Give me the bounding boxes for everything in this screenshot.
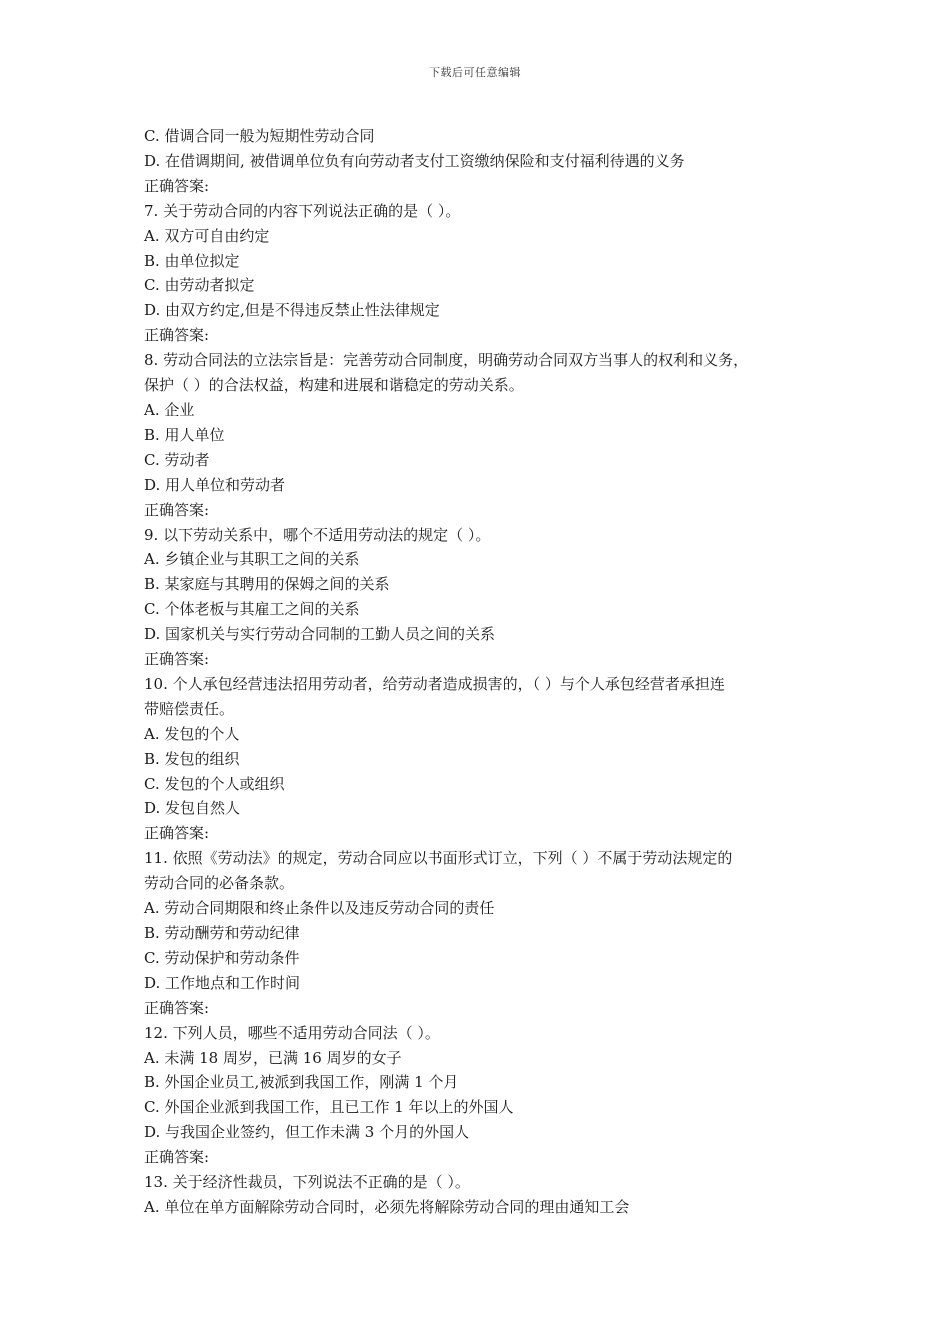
question-text: 10. 个人承包经营违法招用劳动者，给劳动者造成损害的，（ ）与个人承包经营者承担连 xyxy=(144,674,725,693)
option-line: A. 发包的个人 xyxy=(144,724,240,743)
option-line: D. 由双方约定,但是不得违反禁止性法律规定 xyxy=(144,301,440,320)
question-text: 12. 下列人员，哪些不适用劳动合同法（ ）。 xyxy=(144,1023,440,1042)
option-line: C. 由劳动者拟定 xyxy=(144,276,255,295)
option-line: D. 工作地点和工作时间 xyxy=(144,973,301,992)
option-line: A. 双方可自由约定 xyxy=(144,226,270,245)
page-header: 下载后可任意编辑 xyxy=(429,66,521,79)
option-line: C. 个体老板与其雇工之间的关系 xyxy=(144,600,360,619)
document-body xyxy=(144,124,824,1220)
answer-label: 正确答案: xyxy=(144,176,210,195)
answer-label: 正确答案: xyxy=(144,1148,210,1167)
option-line: B. 某家庭与其聘用的保姆之间的关系 xyxy=(144,575,390,594)
option-line: A. 乡镇企业与其职工之间的关系 xyxy=(144,550,360,569)
question-text: 8. 劳动合同法的立法宗旨是：完善劳动合同制度，明确劳动合同双方当事人的权利和义务， xyxy=(144,351,749,370)
question-text-continued: 带赔偿责任。 xyxy=(144,699,235,718)
answer-label: 正确答案: xyxy=(144,326,210,345)
option-line: A. 单位在单方面解除劳动合同时，必须先将解除劳动合同的理由通知工会 xyxy=(144,1197,630,1216)
option-line: C. 借调合同一般为短期性劳动合同 xyxy=(144,127,375,145)
option-line: A. 劳动合同期限和终止条件以及违反劳动合同的责任 xyxy=(144,899,495,918)
option-line: C. 劳动保护和劳动条件 xyxy=(144,948,300,967)
option-line: C. 劳动者 xyxy=(144,450,210,469)
option-line: A. 企业 xyxy=(144,400,195,419)
option-line: B. 用人单位 xyxy=(144,425,225,444)
option-line: A. 未满 18 周岁，已满 16 周岁的女子 xyxy=(144,1048,402,1067)
option-line: B. 外国企业员工,被派到我国工作，刚满 1 个月 xyxy=(144,1073,459,1092)
question-text-continued: 劳动合同的必备条款。 xyxy=(144,874,295,893)
option-line: D. 国家机关与实行劳动合同制的工勤人员之间的关系 xyxy=(144,625,496,644)
option-line: B. 劳动酬劳和劳动纪律 xyxy=(144,924,300,942)
option-line: D. 与我国企业签约，但工作未满 3 个月的外国人 xyxy=(144,1123,470,1142)
question-text: 13. 关于经济性裁员，下列说法不正确的是（ ）。 xyxy=(144,1173,470,1192)
question-text: 9. 以下劳动关系中，哪个不适用劳动法的规定（ ）。 xyxy=(144,525,491,544)
question-text: 11. 依照《劳动法》的规定，劳动合同应以书面形式订立，下列（ ）不属于劳动法规定的 xyxy=(144,849,733,868)
question-text: 7. 关于劳动合同的内容下列说法正确的是（ ）。 xyxy=(144,201,461,220)
option-line: C. 外国企业派到我国工作，且已工作 1 年以上的外国人 xyxy=(144,1098,514,1117)
option-line: C. 发包的个人或组织 xyxy=(144,774,285,793)
question-text-continued: 保护（ ）的合法权益，构建和进展和谐稳定的劳动关系。 xyxy=(144,376,524,395)
answer-label: 正确答案: xyxy=(144,998,210,1017)
answer-label: 正确答案: xyxy=(144,824,210,843)
option-line: B. 发包的组织 xyxy=(144,749,240,768)
option-line: D. 在借调期间, 被借调单位负有向劳动者支付工资缴纳保险和支付福利待遇的义务 xyxy=(144,151,685,170)
answer-label: 正确答案: xyxy=(144,500,210,519)
option-line: D. 用人单位和劳动者 xyxy=(144,475,286,494)
answer-label: 正确答案: xyxy=(144,650,210,669)
option-line: D. 发包自然人 xyxy=(144,799,241,818)
option-line: B. 由单位拟定 xyxy=(144,251,240,270)
